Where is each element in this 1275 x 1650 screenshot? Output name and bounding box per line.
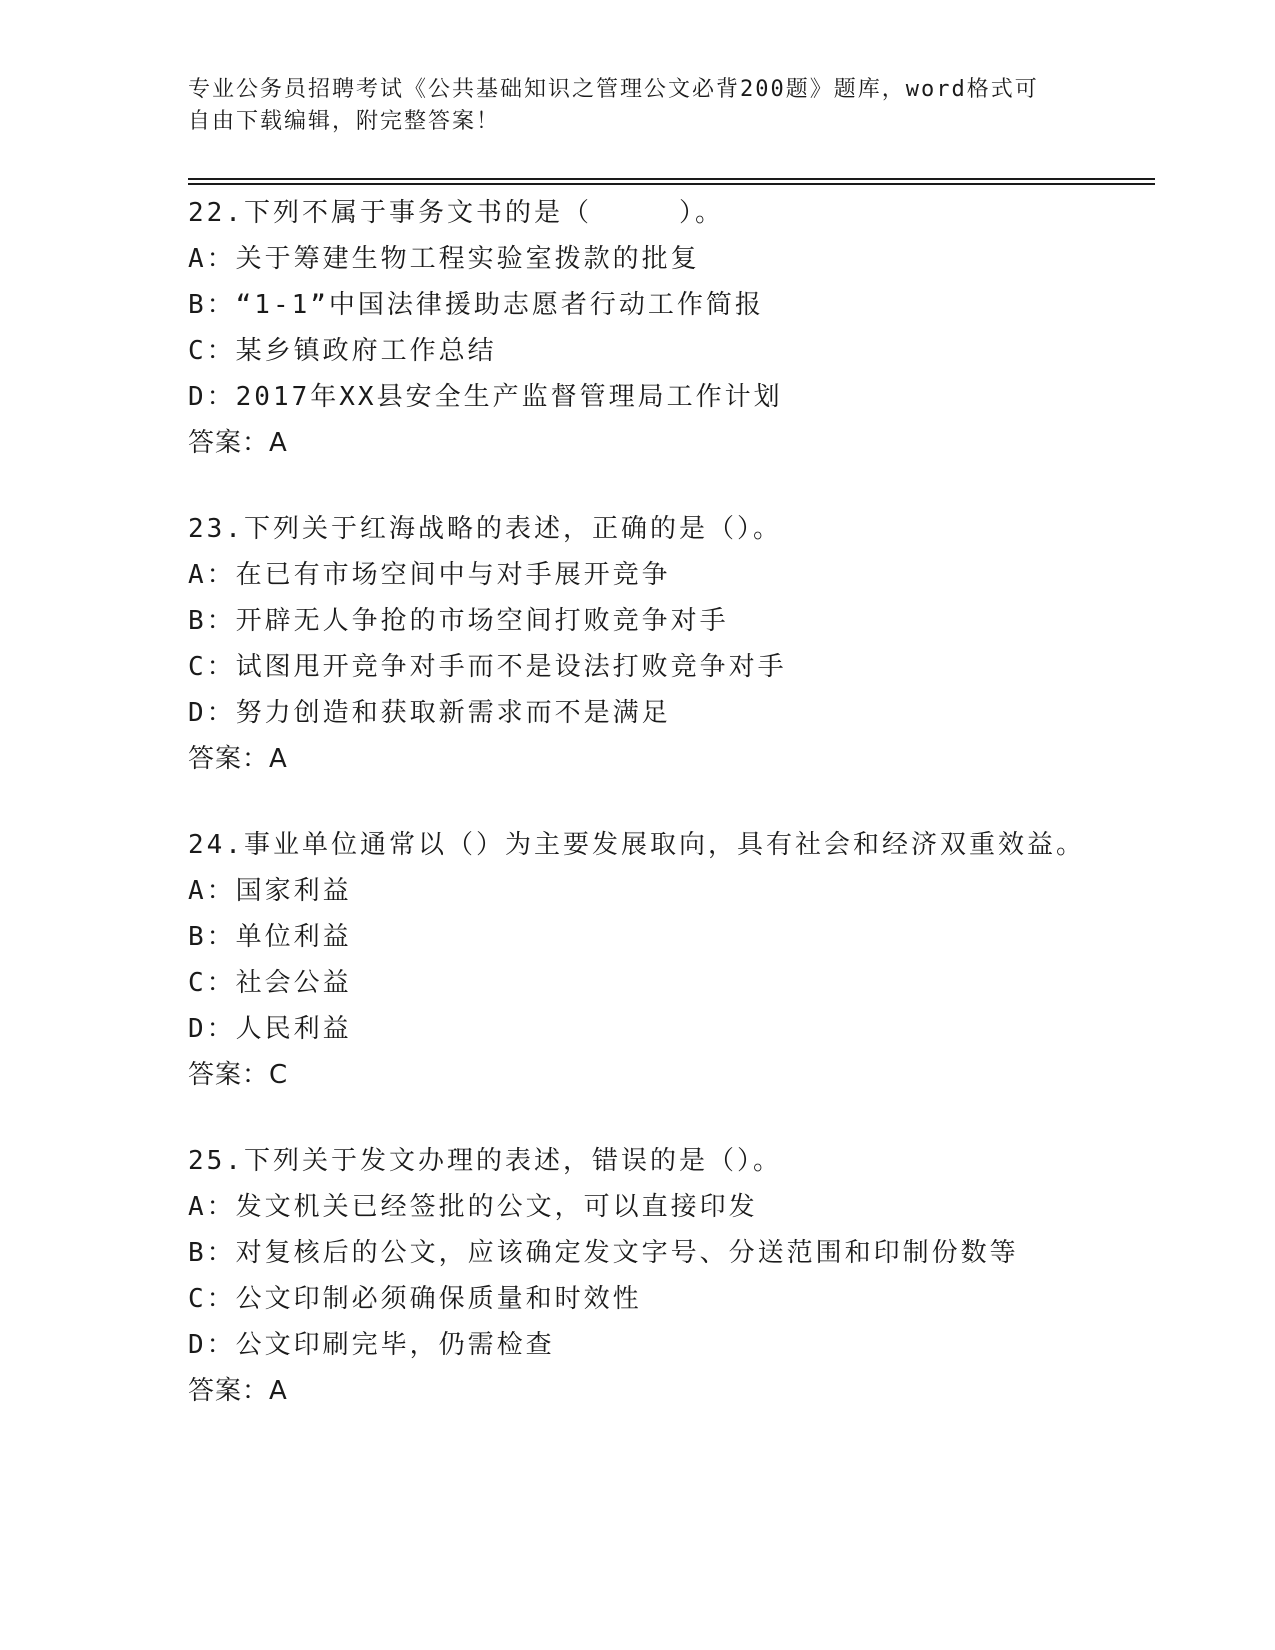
option-a: A：在已有市场空间中与对手展开竞争	[188, 560, 671, 590]
question-stem: 22.下列不属于事务文书的是（ ）。	[188, 198, 724, 228]
option-a: A：关于筹建生物工程实验室拨款的批复	[188, 244, 700, 274]
answer: 答案：C	[188, 1060, 289, 1090]
answer: 答案：A	[188, 428, 288, 458]
header-line-1: 专业公务员招聘考试《公共基础知识之管理公文必背200题》题库，word格式可	[188, 77, 1039, 102]
option-d: D：人民利益	[188, 1014, 352, 1044]
option-b: B：单位利益	[188, 922, 352, 952]
header-divider-bottom	[188, 183, 1155, 185]
header-line-2: 自由下载编辑，附完整答案！	[188, 109, 501, 134]
option-b: B：对复核后的公文，应该确定发文字号、分送范围和印制份数等	[188, 1238, 1019, 1268]
option-b: B：“1-1”中国法律援助志愿者行动工作简报	[188, 290, 764, 320]
question-stem: 24.事业单位通常以（）为主要发展取向，具有社会和经济双重效益。	[188, 830, 1085, 860]
option-c: C：某乡镇政府工作总结	[188, 336, 497, 366]
question-25	[188, 1138, 1148, 1414]
answer: 答案：A	[188, 744, 288, 774]
question-24	[188, 822, 1148, 1098]
option-a: A：国家利益	[188, 876, 352, 906]
option-c: C：试图甩开竞争对手而不是设法打败竞争对手	[188, 652, 787, 682]
header-divider-top	[188, 178, 1155, 180]
answer: 答案：A	[188, 1376, 288, 1406]
option-c: C：公文印制必须确保质量和时效性	[188, 1284, 642, 1314]
question-list	[188, 190, 1148, 1454]
option-d: D：2017年XX县安全生产监督管理局工作计划	[188, 382, 783, 412]
option-a: A：发文机关已经签批的公文，可以直接印发	[188, 1192, 758, 1222]
document-header	[188, 74, 1068, 138]
option-b: B：开辟无人争抢的市场空间打败竞争对手	[188, 606, 729, 636]
option-c: C：社会公益	[188, 968, 352, 998]
question-23	[188, 506, 1148, 782]
option-d: D：公文印刷完毕，仍需检查	[188, 1330, 555, 1360]
question-stem: 23.下列关于红海战略的表述，正确的是（）。	[188, 514, 782, 544]
option-d: D：努力创造和获取新需求而不是满足	[188, 698, 671, 728]
question-stem: 25.下列关于发文办理的表述，错误的是（）。	[188, 1146, 782, 1176]
question-22	[188, 190, 1148, 466]
